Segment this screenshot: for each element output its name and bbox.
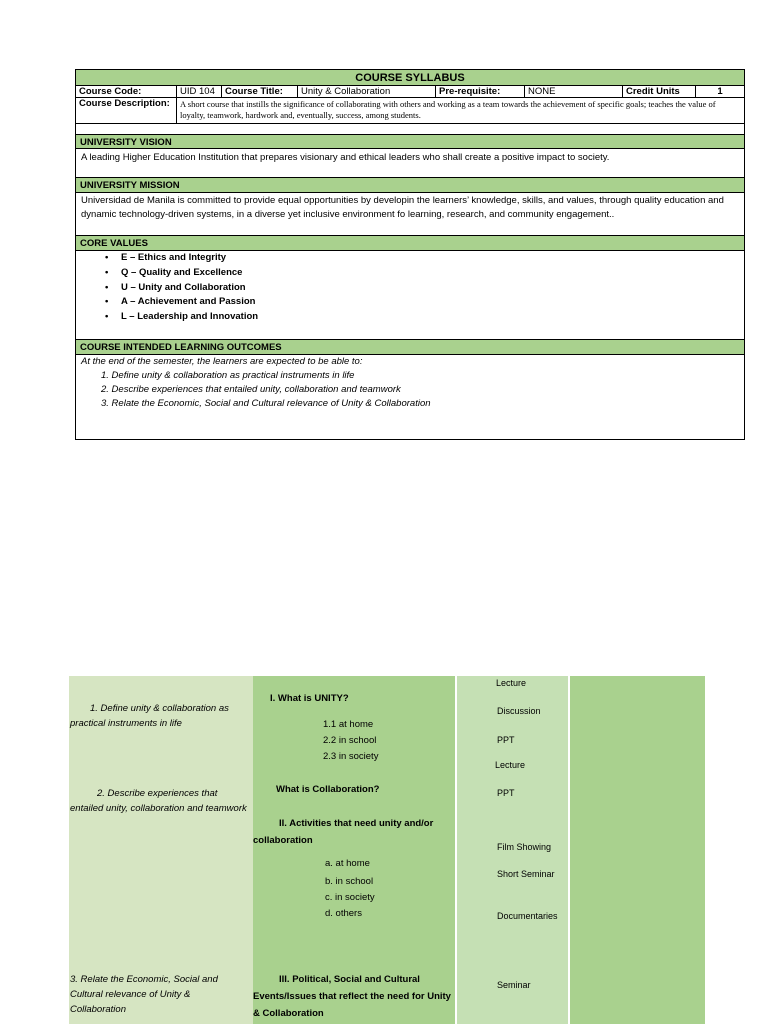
core-value-item: • Q – Quality and Excellence	[121, 266, 739, 281]
method-item: Lecture	[496, 678, 527, 688]
method-item: Film Showing	[497, 842, 552, 852]
outcome-1: 1. Define unity & collaboration as practical instruments in life	[70, 703, 229, 729]
topic-1-heading: I. What is UNITY?	[270, 693, 349, 704]
clo-intro: At the end of the semester, the learners are expected to be able to:	[81, 356, 363, 367]
course-code-value: UID 104	[177, 86, 222, 97]
core-values-list	[81, 251, 739, 325]
topic-2-heading: II. Activities that need unity and/or collaboration	[253, 818, 434, 846]
core-value-item: • U – Unity and Collaboration	[121, 281, 739, 296]
course-title-label: Course Title:	[222, 86, 298, 97]
credit-units-label: Credit Units	[623, 86, 696, 97]
clo-item: 1. Define unity & collaboration as practical instruments in life	[101, 370, 355, 381]
topic-1-sub: 1.1 at home	[323, 719, 374, 730]
course-title-value: Unity & Collaboration	[298, 86, 436, 97]
outcome-3: 3. Relate the Economic, Social and Cultural relevance of Unity & Collaboration	[70, 974, 218, 1015]
course-syllabus-table	[75, 69, 745, 440]
method-item: Documentaries	[497, 911, 558, 921]
clo-body	[76, 355, 744, 439]
course-description-row	[76, 98, 744, 124]
vision-text: A leading Higher Education Institution that prepares visionary and ethical leaders who shall create a positive impact to society.	[76, 149, 744, 178]
prereq-label: Pre-requisite:	[436, 86, 525, 97]
learning-plan-table	[69, 676, 705, 1024]
method-item: PPT	[497, 788, 515, 798]
clo-item: 3. Relate the Economic, Social and Cultural relevance of Unity & Collaboration	[101, 398, 431, 409]
topic-3-heading: III. Political, Social and Cultural Events/Issues that reflect the need for Unity & Collaboration	[253, 974, 451, 1019]
core-values-heading: CORE VALUES	[76, 236, 744, 251]
clo-item: 2. Describe experiences that entailed unity, collaboration and teamwork	[101, 384, 401, 395]
clo-heading: COURSE INTENDED LEARNING OUTCOMES	[76, 340, 744, 355]
collaboration-heading: What is Collaboration?	[276, 784, 380, 795]
method-item: Seminar	[497, 980, 531, 990]
credit-units-value: 1	[717, 86, 723, 97]
resources-column	[569, 676, 705, 1024]
course-info-row	[76, 86, 744, 98]
mission-text: Universidad de Manila is committed to provide equal opportunities by developin the learners’ knowledge, skills, and values, through quality education and dynamic technology-driven systems, in a diverse yet inclusive environment fo learning, research, and community engagement..	[76, 193, 744, 236]
method-item: Short Seminar	[497, 869, 555, 879]
method-item: Lecture	[495, 760, 526, 770]
topic-2-sub: a. at home	[325, 858, 370, 869]
method-item: Discussion	[497, 706, 541, 716]
course-code-label: Course Code:	[76, 86, 177, 97]
topic-2-sub: b. in school	[325, 876, 374, 887]
topic-1-sub: 2.2 in school	[323, 735, 377, 746]
core-value-item: • L – Leadership and Innovation	[121, 310, 739, 325]
syllabus-title: COURSE SYLLABUS	[76, 70, 744, 86]
course-description-label: Course Description:	[76, 98, 177, 123]
method-item: PPT	[497, 735, 515, 745]
core-value-item: • E – Ethics and Integrity	[121, 251, 739, 266]
vision-heading: UNIVERSITY VISION	[76, 134, 744, 149]
prereq-value: NONE	[525, 86, 623, 97]
course-description-text: A short course that instills the significance of collaborating with others and working as a team towards the achievement of specific goals; teaches the value of loyalty, teamwork, hardwork and, eventually, success, among students.	[180, 99, 716, 120]
topic-2-sub: d. others	[325, 908, 362, 919]
core-value-item: • A – Achievement and Passion	[121, 295, 739, 310]
topic-2-sub: c. in society	[325, 892, 375, 903]
topic-1-sub: 2.3 in society	[323, 751, 379, 762]
column-divider	[568, 676, 570, 1024]
outcome-2: 2. Describe experiences that entailed unity, collaboration and teamwork	[70, 788, 247, 814]
core-values-body	[76, 251, 744, 340]
mission-heading: UNIVERSITY MISSION	[76, 178, 744, 193]
